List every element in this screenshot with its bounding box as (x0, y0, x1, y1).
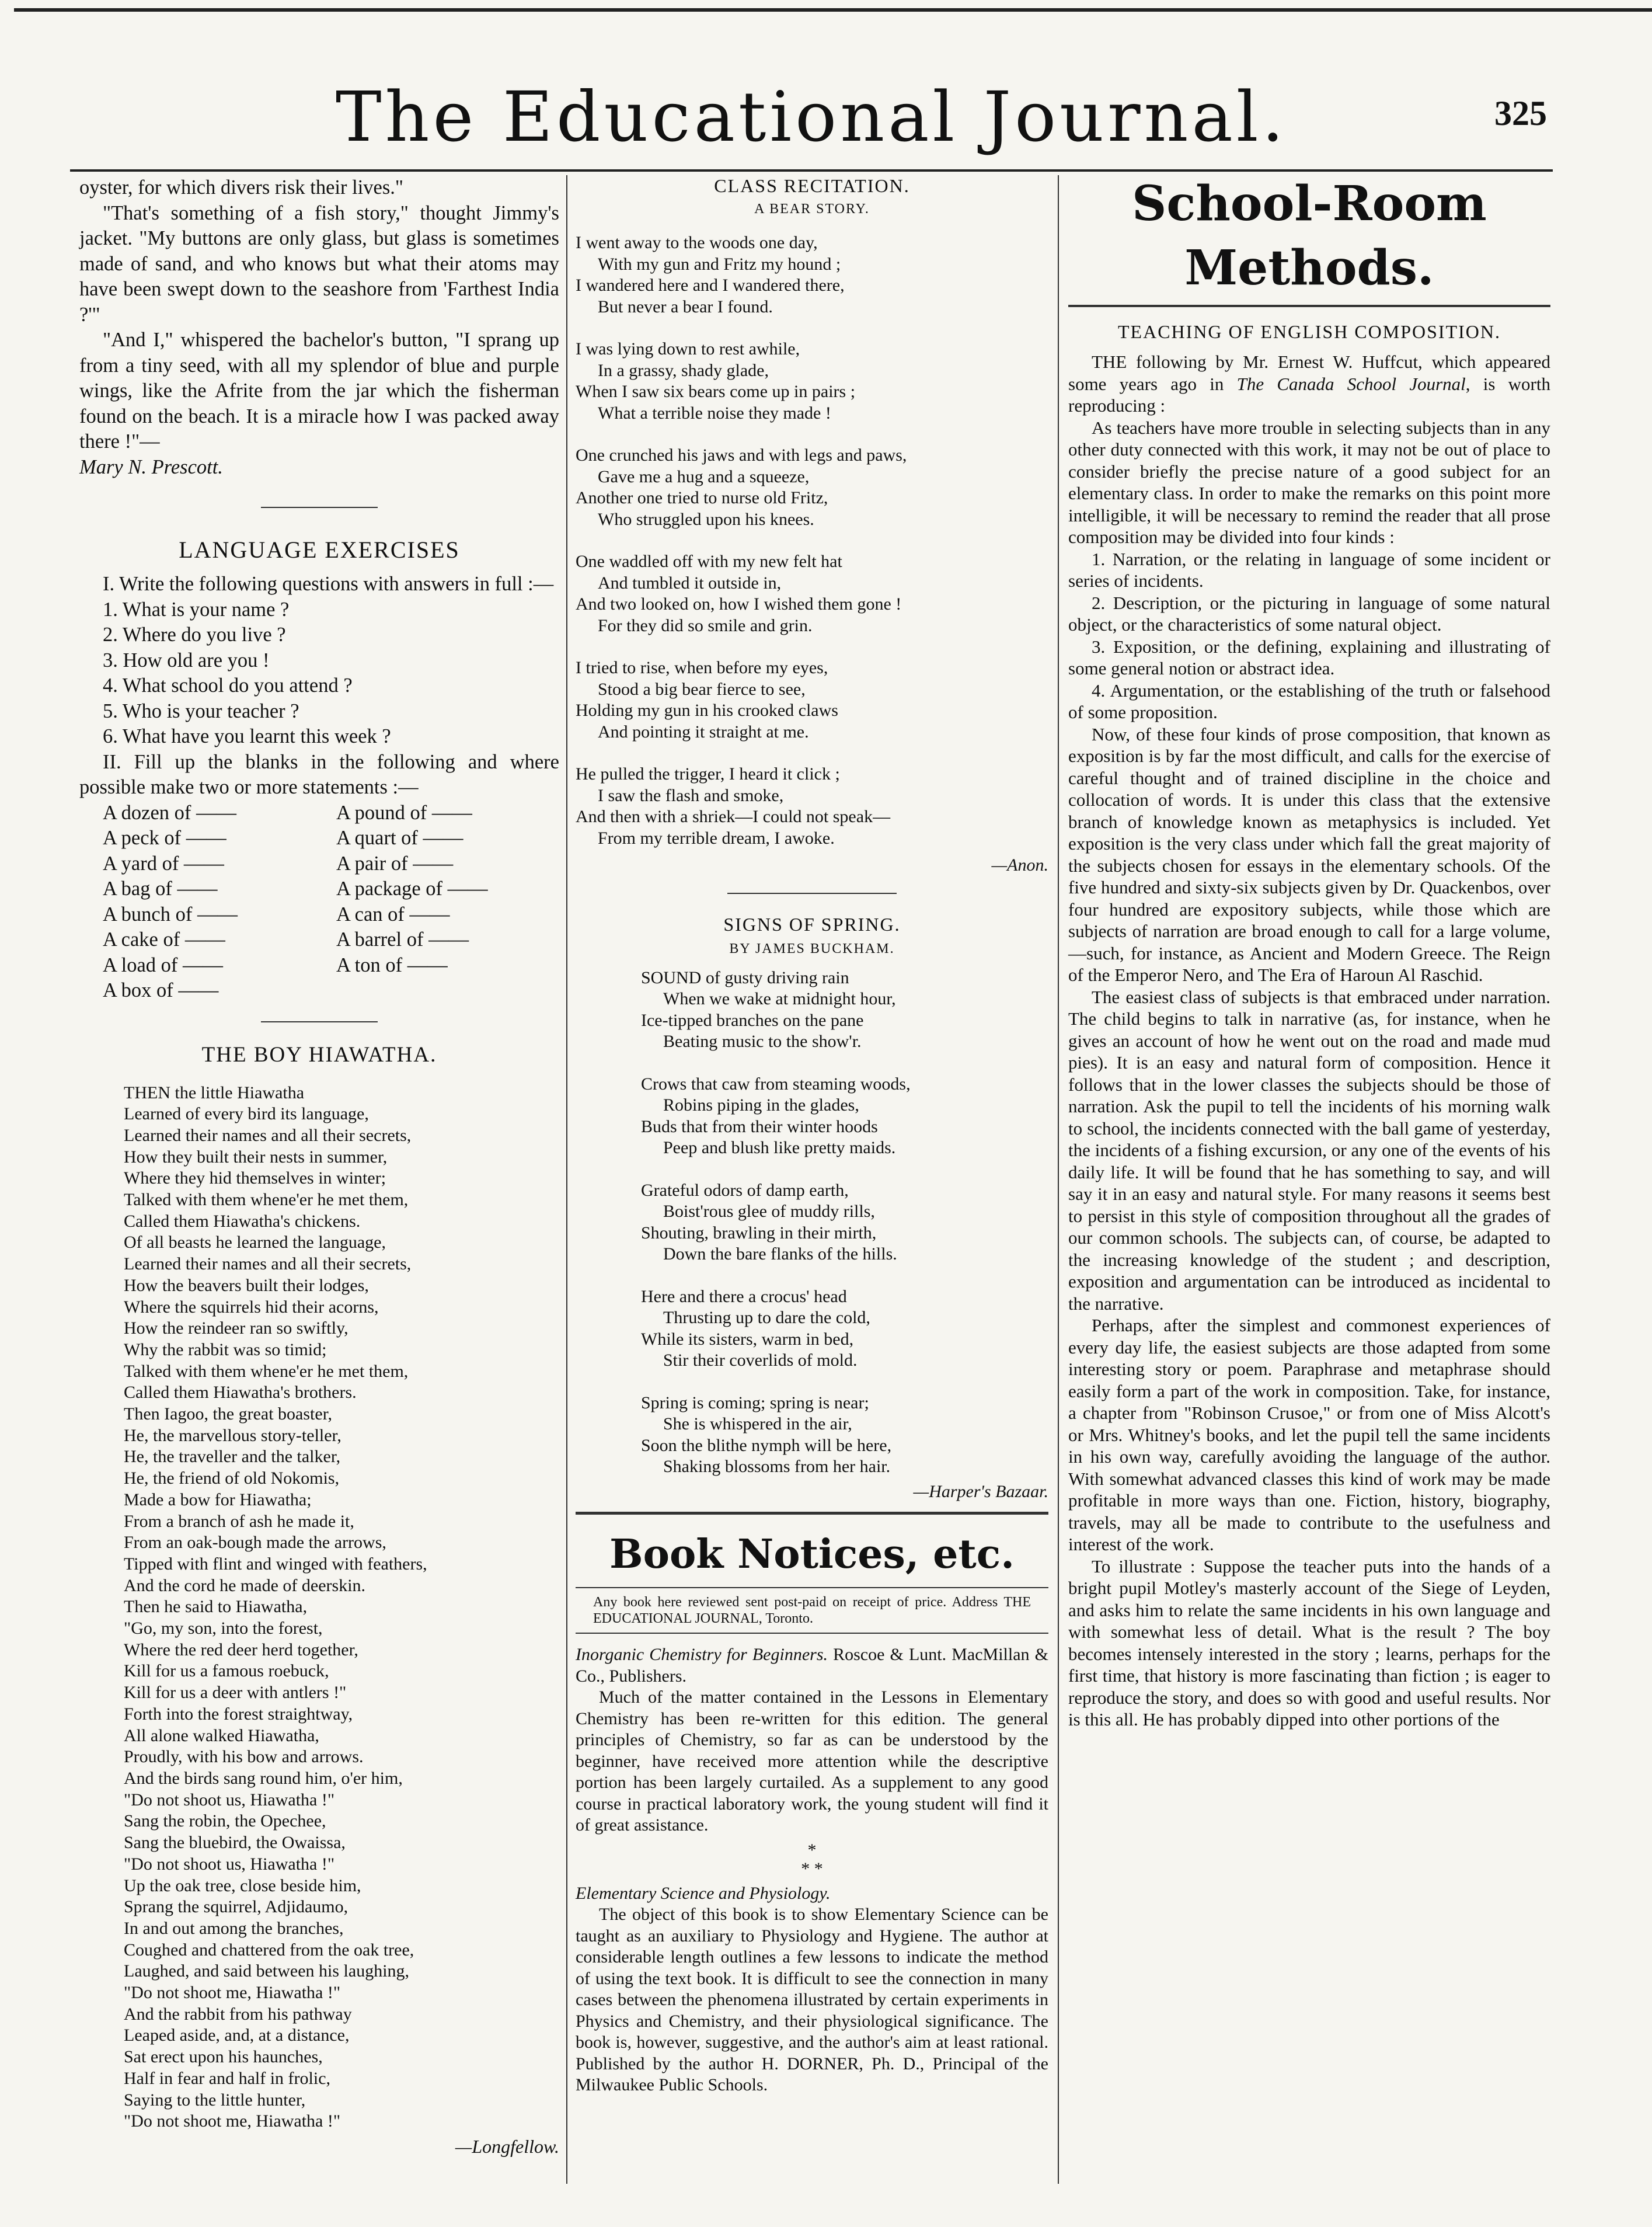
poem-line: Talked with them whene'er he met them, (124, 1190, 409, 1210)
poem-line: Talked with them whene'er he met them, (124, 1361, 409, 1381)
spring-author: —Harper's Bazaar. (913, 1481, 1048, 1501)
poem-stanza (641, 1074, 1048, 1159)
column-divider (566, 175, 567, 2184)
section-rule (1068, 305, 1550, 307)
question-item: 1. What is your name ? (103, 598, 290, 621)
class-recitation-title: CLASS RECITATION. (714, 175, 910, 196)
poem-line: In and out among the branches, (124, 1918, 344, 1938)
poem-line: I wandered here and I wandered there, (576, 276, 845, 295)
blank-item: A yard of —— (103, 852, 224, 875)
poem-stanza (576, 445, 1048, 530)
poem-stanza (576, 551, 1048, 636)
poem-line: When we wake at midnight hour, (663, 989, 896, 1008)
poem-line: "Go, my son, into the forest, (124, 1619, 323, 1638)
poem-line: But never a bear I found. (598, 297, 773, 316)
drop-word: THEN (124, 1083, 170, 1102)
poem-stanza (576, 339, 1048, 424)
poem-line: Sang the robin, the Opechee, (124, 1811, 326, 1831)
book-title: Inorganic Chemistry for Beginners. (576, 1645, 828, 1664)
poem-line: Sang the bluebird, the Owaissa, (124, 1833, 346, 1853)
poem-line: Tipped with flint and winged with feathers, (124, 1554, 427, 1574)
poem-line: Shouting, brawling in their mirth, (641, 1223, 877, 1243)
poem-line: Thrusting up to dare the cold, (663, 1308, 870, 1327)
poem-line: Ice-tipped branches on the pane (641, 1010, 864, 1030)
poem-line: Holding my gun in his crooked claws (576, 701, 838, 720)
poem-line: For they did so smile and grin. (598, 615, 813, 635)
poem-line: I was lying down to rest awhile, (576, 339, 800, 359)
section-asterism: * * * (801, 1840, 823, 1878)
poem-stanza (576, 232, 1048, 318)
article-paragraph: Now, of these four kinds of prose composition, that known as exposition is by far the most difficult, and calls for the exercise of careful thought and of trained discipline in the choice and collocation of words. It is under this class that the extensive branch of knowledge known as metaphysics is included. Yet exposition is the very class under which fall the great majority of the subjects chosen for essays in the elementary schools. Of the five hundred and sixty-six subjects given by Dr. Quackenbos, over four hundred are expository subjects, while those which are subjects of narration are broad enough to call for a large volume,—such, for instance, as Ancient and Modern Greece. The Reign of the Emperor Nero, and The Era of Haroun Al Raschid. (1068, 723, 1550, 985)
poem-line: Forth into the forest straightway, (124, 1704, 353, 1724)
poem-line: I tried to rise, when before my eyes, (576, 658, 828, 677)
poem-line: Gave me a hug and a squeeze, (598, 467, 810, 486)
poem-line: With my gun and Fritz my hound ; (598, 254, 841, 274)
section-rule (576, 1633, 1048, 1634)
blank-item: A cake of —— (103, 928, 225, 951)
poem-line: All alone walked Hiawatha, (124, 1725, 319, 1745)
oyster-story-tail (79, 175, 559, 480)
poem-line: Then he said to Hiawatha, (124, 1597, 308, 1617)
story-paragraph: "That's something of a fish story," thought Jimmy's jacket. "My buttons are only glass, but glass is sometimes made of sand, and who knows but what their atoms may have been swept down to the seashore from 'Farthest India ?'" (79, 201, 559, 326)
article-paragraph: As teachers have more trouble in selecting subjects than in any other duty connected with this work, it may not be out of place to consider briefly the precise nature of a good subject for an elementary class. In order to make the remarks on this point more intelligible, it will be necessary to remind the reader that all prose composition may be divided into four kinds : (1068, 417, 1550, 547)
poem-line: From my terrible dream, I awoke. (598, 828, 835, 848)
poem-line: Up the oak tree, close beside him, (124, 1875, 361, 1895)
hiawatha-author: —Longfellow. (455, 2135, 559, 2157)
poem-line: "Do not shoot me, Hiawatha !" (124, 2111, 341, 2131)
article-paragraph: The easiest class of subjects is that embraced under narration. The child begins to talk in narrative (as, for instance, when he gives an account of how he went out on the road and made mud pies). It is an easy and natural form of composition. Hence it follows that in the lower classes the subjects should be those of narration. Ask the pupil to tell the incidents of his morning walk to school, the incidents connected with the ball game of yesterday, the incidents of a fishing excursion, or any one of the events of his daily life. It will be found that he has something to say, and will say it in an easy and natural style. For many reasons it seems best to persist in this style of composition throughout all the grades of our common schools. The subjects can, of course, be adapted to the increasing knowledge of the student ; and description, exposition and argumentation can be introduced as incidental to the narrative. (1068, 986, 1550, 1314)
poem-line: Made a bow for Hiawatha; (124, 1490, 312, 1509)
poem-stanza (641, 1180, 1048, 1265)
poem-line: "Do not shoot us, Hiawatha !" (124, 1854, 335, 1874)
poem-stanza (576, 764, 1048, 849)
language-exercises-title: LANGUAGE EXERCISES (179, 537, 460, 563)
article-paragraph: 1. Narration, or the relating in language of some incident or series of incidents. (1068, 548, 1550, 591)
article-paragraph: 2. Description, or the picturing in language of some natural object, or the characteristics of some natural object. (1068, 592, 1550, 635)
blank-item: A box of —— (103, 979, 219, 1001)
blank-item: A pair of —— (336, 852, 454, 875)
poem-line: And two looked on, how I wished them gone ! (576, 594, 902, 614)
blank-item: A can of —— (336, 903, 450, 925)
poem-stanza (576, 657, 1048, 743)
poem-line: From an oak-bough made the arrows, (124, 1533, 386, 1553)
school-room-methods-heading: School-Room Methods. (1132, 176, 1487, 296)
section-rule (261, 507, 378, 508)
poem-line: Called them Hiawatha's chickens. (124, 1211, 361, 1231)
blank-item: A peck of —— (103, 827, 226, 849)
poem-line: Another one tried to nurse old Fritz, (576, 488, 828, 507)
bear-story-subtitle: A BEAR STORY. (754, 201, 870, 217)
blank-item: A pound of —— (336, 801, 472, 824)
article-paragraph: THE following by Mr. Ernest W. Huffcut, which appeared some years ago in The Canada School Journal, is worth reproducing : (1068, 352, 1550, 416)
poem-line: While its sisters, warm in bed, (641, 1329, 854, 1349)
story-author: Mary N. Prescott. (79, 455, 223, 478)
composition-article (1068, 351, 1550, 1731)
question-item: 3. How old are you ! (103, 649, 270, 671)
article-paragraph: Perhaps, after the simplest and commonest experiences of every day life, the easiest subjects are those adapted from some interesting story or poem. Paraphrase and metaphrase should easily form a part of the work in composition. Take, for instance, a chapter from "Robinson Crusoe," or from one of Miss Alcott's or Mrs. Whitney's books, and let the pupil tell the same incidents in his own way, carefully avoiding the language of the author. With somewhat advanced classes this kind of work may be made profitable in more ways than one. Fiction, history, biography, travels, may all be made to contribute to the usefulness and interest of the work. (1068, 1315, 1550, 1554)
blank-item: A barrel of —— (336, 928, 469, 951)
poem-line: How the reindeer ran so swiftly, (124, 1318, 348, 1338)
composition-subtitle: TEACHING OF ENGLISH COMPOSITION. (1118, 321, 1501, 342)
section-rule (576, 1587, 1048, 1588)
poem-line: Here and there a crocus' head (641, 1286, 847, 1306)
poem-stanza (641, 1286, 1048, 1372)
poem-line: And the birds sang round him, o'er him, (124, 1769, 403, 1788)
hiawatha-title: THE BOY HIAWATHA. (201, 1042, 437, 1067)
poem-stanza (641, 1393, 1048, 1478)
poem-line: Shaking blossoms from her hair. (663, 1457, 891, 1476)
exercise-intro: I. Write the following questions with answers in full :— (103, 573, 554, 595)
poem-line: Learned their names and all their secrets, (124, 1254, 412, 1274)
poem-line: And pointing it straight at me. (598, 722, 809, 742)
poem-line: Peep and blush like pretty maids. (663, 1138, 896, 1157)
poem-line: the little Hiawatha (170, 1083, 305, 1102)
poem-line: He, the friend of old Nokomis, (124, 1469, 340, 1488)
book-title: Elementary Science and Physiology. (576, 1883, 831, 1903)
poem-line: How the beavers built their lodges, (124, 1275, 369, 1295)
book-notices-heading: Book Notices, etc. (609, 1531, 1015, 1578)
poem-line: Proudly, with his bow and arrows. (124, 1747, 364, 1767)
blank-item: A load of —— (103, 954, 224, 976)
signs-of-spring-poem (576, 968, 1048, 1478)
article-paragraph: 4. Argumentation, or the establishing of the truth or falsehood of some proposition. (1068, 680, 1550, 722)
poem-line: And the cord he made of deerskin. (124, 1575, 366, 1595)
poem-line: Leaped aside, and, at a distance, (124, 2026, 350, 2045)
exercise-intro: II. Fill up the blanks in the following and where possible make two or more statements :— (79, 750, 559, 798)
article-paragraph: 3. Exposition, or the defining, explaining and illustrating of some general notion or abstract idea. (1068, 636, 1550, 678)
blank-item: A ton of —— (336, 954, 448, 976)
poem-line: Then Iagoo, the great boaster, (124, 1404, 332, 1424)
article-paragraph: To illustrate : Suppose the teacher puts into the hands of a bright pupil Motley's masterly account of the Siege of Leyden, and asks him to relate the same incidents in his own language and with somewhat less of detail. What is the result ? The boy becomes intensely interested in the story ; learns, perhaps for the first time, that history is more fascinating than fiction ; is eager to reproduce the story, and does so with good and useful results. Nor is this all. He has probably dipped into other portions of the (1068, 1556, 1550, 1730)
question-item: 6. What have you learnt this week ? (103, 725, 391, 747)
poem-line: What a terrible noise they made ! (598, 403, 831, 423)
poem-line: Crows that caw from steaming woods, (641, 1074, 911, 1094)
poem-line: Boist'rous glee of muddy rills, (663, 1202, 875, 1221)
section-rule (261, 1021, 378, 1022)
page-number: 325 (1494, 94, 1547, 133)
question-item: 5. Who is your teacher ? (103, 700, 299, 722)
poem-line: Why the rabbit was so timid; (124, 1339, 327, 1359)
question-item: 4. What school do you attend ? (103, 674, 353, 697)
poem-line: Beating music to the show'r. (663, 1032, 862, 1051)
book-publisher: Roscoe & Lunt. MacMillan & Co., Publishers. (576, 1645, 1048, 1686)
poem-line: Half in fear and half in frolic, (124, 2068, 331, 2088)
poem-line: SOUND of gusty driving rain (641, 968, 849, 987)
hiawatha-poem (79, 1083, 559, 2132)
book-review-physiology (576, 1883, 1048, 2096)
blank-item: A bag of —— (103, 878, 218, 900)
poem-line: Coughed and chattered from the oak tree, (124, 1940, 414, 1960)
review-body: The object of this book is to show Elementary Science can be taught as an auxiliary to Physiology and Hygiene. The author at considerable length outlines a few lessons to indicate the method of using the text book. It is difficult to see the connection in many cases between the phenomena illustrated by certain experiments in Physics and Chemistry, and their physiological significance. The book is, however, suggestive, and the author's aim at least rational. Published by the author H. DORNER, Ph. D., Principal of the Milwaukee Public Schools. (576, 1905, 1048, 2094)
spring-byline: BY JAMES BUCKHAM. (729, 941, 895, 956)
poem-line: Sat erect upon his haunches, (124, 2047, 323, 2067)
poem-line: One crunched his jaws and with legs and paws, (576, 446, 907, 465)
poem-line: Grateful odors of damp earth, (641, 1180, 849, 1200)
poem-line: He pulled the trigger, I heard it click ; (576, 764, 840, 784)
poem-line: Kill for us a famous roebuck, (124, 1661, 329, 1681)
poem-line: How they built their nests in summer, (124, 1147, 388, 1167)
book-notices-note: Any book here reviewed sent post-paid on receipt of price. Address THE EDUCATIONAL JOURNAL, Toronto. (593, 1595, 1031, 1626)
column-divider (1058, 175, 1059, 2184)
poem-line: Learned of every bird its language, (124, 1104, 369, 1124)
top-rule (14, 8, 1652, 12)
poem-line: And the rabbit from his pathway (124, 2004, 352, 2024)
poem-line: "Do not shoot us, Hiawatha !" (124, 1790, 335, 1810)
poem-line: Stood a big bear fierce to see, (598, 679, 806, 699)
drop-word: SOUND (641, 968, 702, 987)
poem-line: When I saw six bears come up in pairs ; (576, 382, 856, 401)
book-review-chemistry (576, 1644, 1048, 1836)
poem-line: He, the traveller and the talker, (124, 1447, 341, 1467)
poem-line: Robins piping in the glades, (663, 1095, 859, 1115)
poem-line: Spring is coming; spring is near; (641, 1393, 869, 1412)
blank-item: A bunch of —— (103, 903, 238, 925)
column-middle (576, 175, 1048, 2096)
question-list (79, 597, 559, 750)
poem-line: Who struggled upon his knees. (598, 509, 814, 529)
bear-story-author: —Anon. (991, 855, 1048, 875)
section-rule (727, 893, 897, 894)
poem-line: Kill for us a deer with antlers !" (124, 1683, 347, 1703)
section-rule (576, 1512, 1048, 1515)
masthead-title: The Educational Journal. (335, 76, 1288, 157)
story-paragraph: "And I," whispered the bachelor's button, "I sprang up from a tiny seed, with all my splendor of blue and purple wings, like the Afrite from the jar which the fisherman found on the beach. It is a miracle how I was packed away there !"— (79, 329, 559, 453)
column-right (1068, 175, 1550, 1731)
poem-line: From a branch of ash he made it, (124, 1511, 354, 1531)
poem-line: Sprang the squirrel, Adjidaumo, (124, 1897, 348, 1917)
poem-line: Stir their coverlids of mold. (663, 1351, 858, 1370)
poem-line: Saying to the little hunter, (124, 2090, 306, 2110)
poem-stanza (641, 968, 1048, 1053)
poem-line: In a grassy, shady glade, (598, 360, 769, 380)
poem-line: Of all beasts he learned the language, (124, 1233, 386, 1252)
poem-line: Learned their names and all their secrets, (124, 1125, 412, 1145)
poem-line: Where the red deer herd together, (124, 1640, 358, 1659)
poem-line: Laughed, and said between his laughing, (124, 1961, 410, 1981)
poem-line: He, the marvellous story-teller, (124, 1425, 341, 1445)
poem-line: I saw the flash and smoke, (598, 785, 784, 805)
blanks-table (79, 801, 559, 1004)
poem-line: Down the bare flanks of the hills. (663, 1244, 897, 1264)
signs-of-spring-title: SIGNS OF SPRING. (723, 913, 901, 935)
poem-line: Where they hid themselves in winter; (124, 1168, 386, 1188)
poem-line: Soon the blithe nymph will be here, (641, 1435, 892, 1455)
poem-line: Buds that from their winter hoods (641, 1116, 878, 1136)
question-item: 2. Where do you live ? (103, 624, 286, 646)
poem-line: And tumbled it outside in, (598, 573, 782, 593)
poem-line: Where the squirrels hid their acorns, (124, 1297, 379, 1317)
column-left (79, 175, 559, 2157)
story-paragraph: oyster, for which divers risk their lives." (79, 176, 403, 199)
poem-line: She is whispered in the air, (663, 1414, 852, 1433)
blank-item: A package of —— (336, 878, 488, 900)
poem-line: I went away to the woods one day, (576, 233, 818, 252)
poem-line: And then with a shriek—I could not speak— (576, 807, 891, 826)
blank-item: A quart of —— (336, 827, 463, 849)
poem-line: "Do not shoot me, Hiawatha !" (124, 1983, 341, 2003)
poem-line: Called them Hiawatha's brothers. (124, 1383, 357, 1403)
review-body: Much of the matter contained in the Lessons in Elementary Chemistry has been re-written for this edition. The general principles of Chemistry, so far as can be understood by the beginner, have received more attention while the descriptive portion has been largely curtailed. As a supplement to any good course in practical laboratory work, the young student will find it of great assistance. (576, 1687, 1048, 1835)
poem-line: One waddled off with my new felt hat (576, 552, 842, 571)
blank-item: A dozen of —— (103, 801, 237, 824)
bear-story-poem (576, 232, 1048, 849)
drop-word: THE (1092, 352, 1127, 372)
